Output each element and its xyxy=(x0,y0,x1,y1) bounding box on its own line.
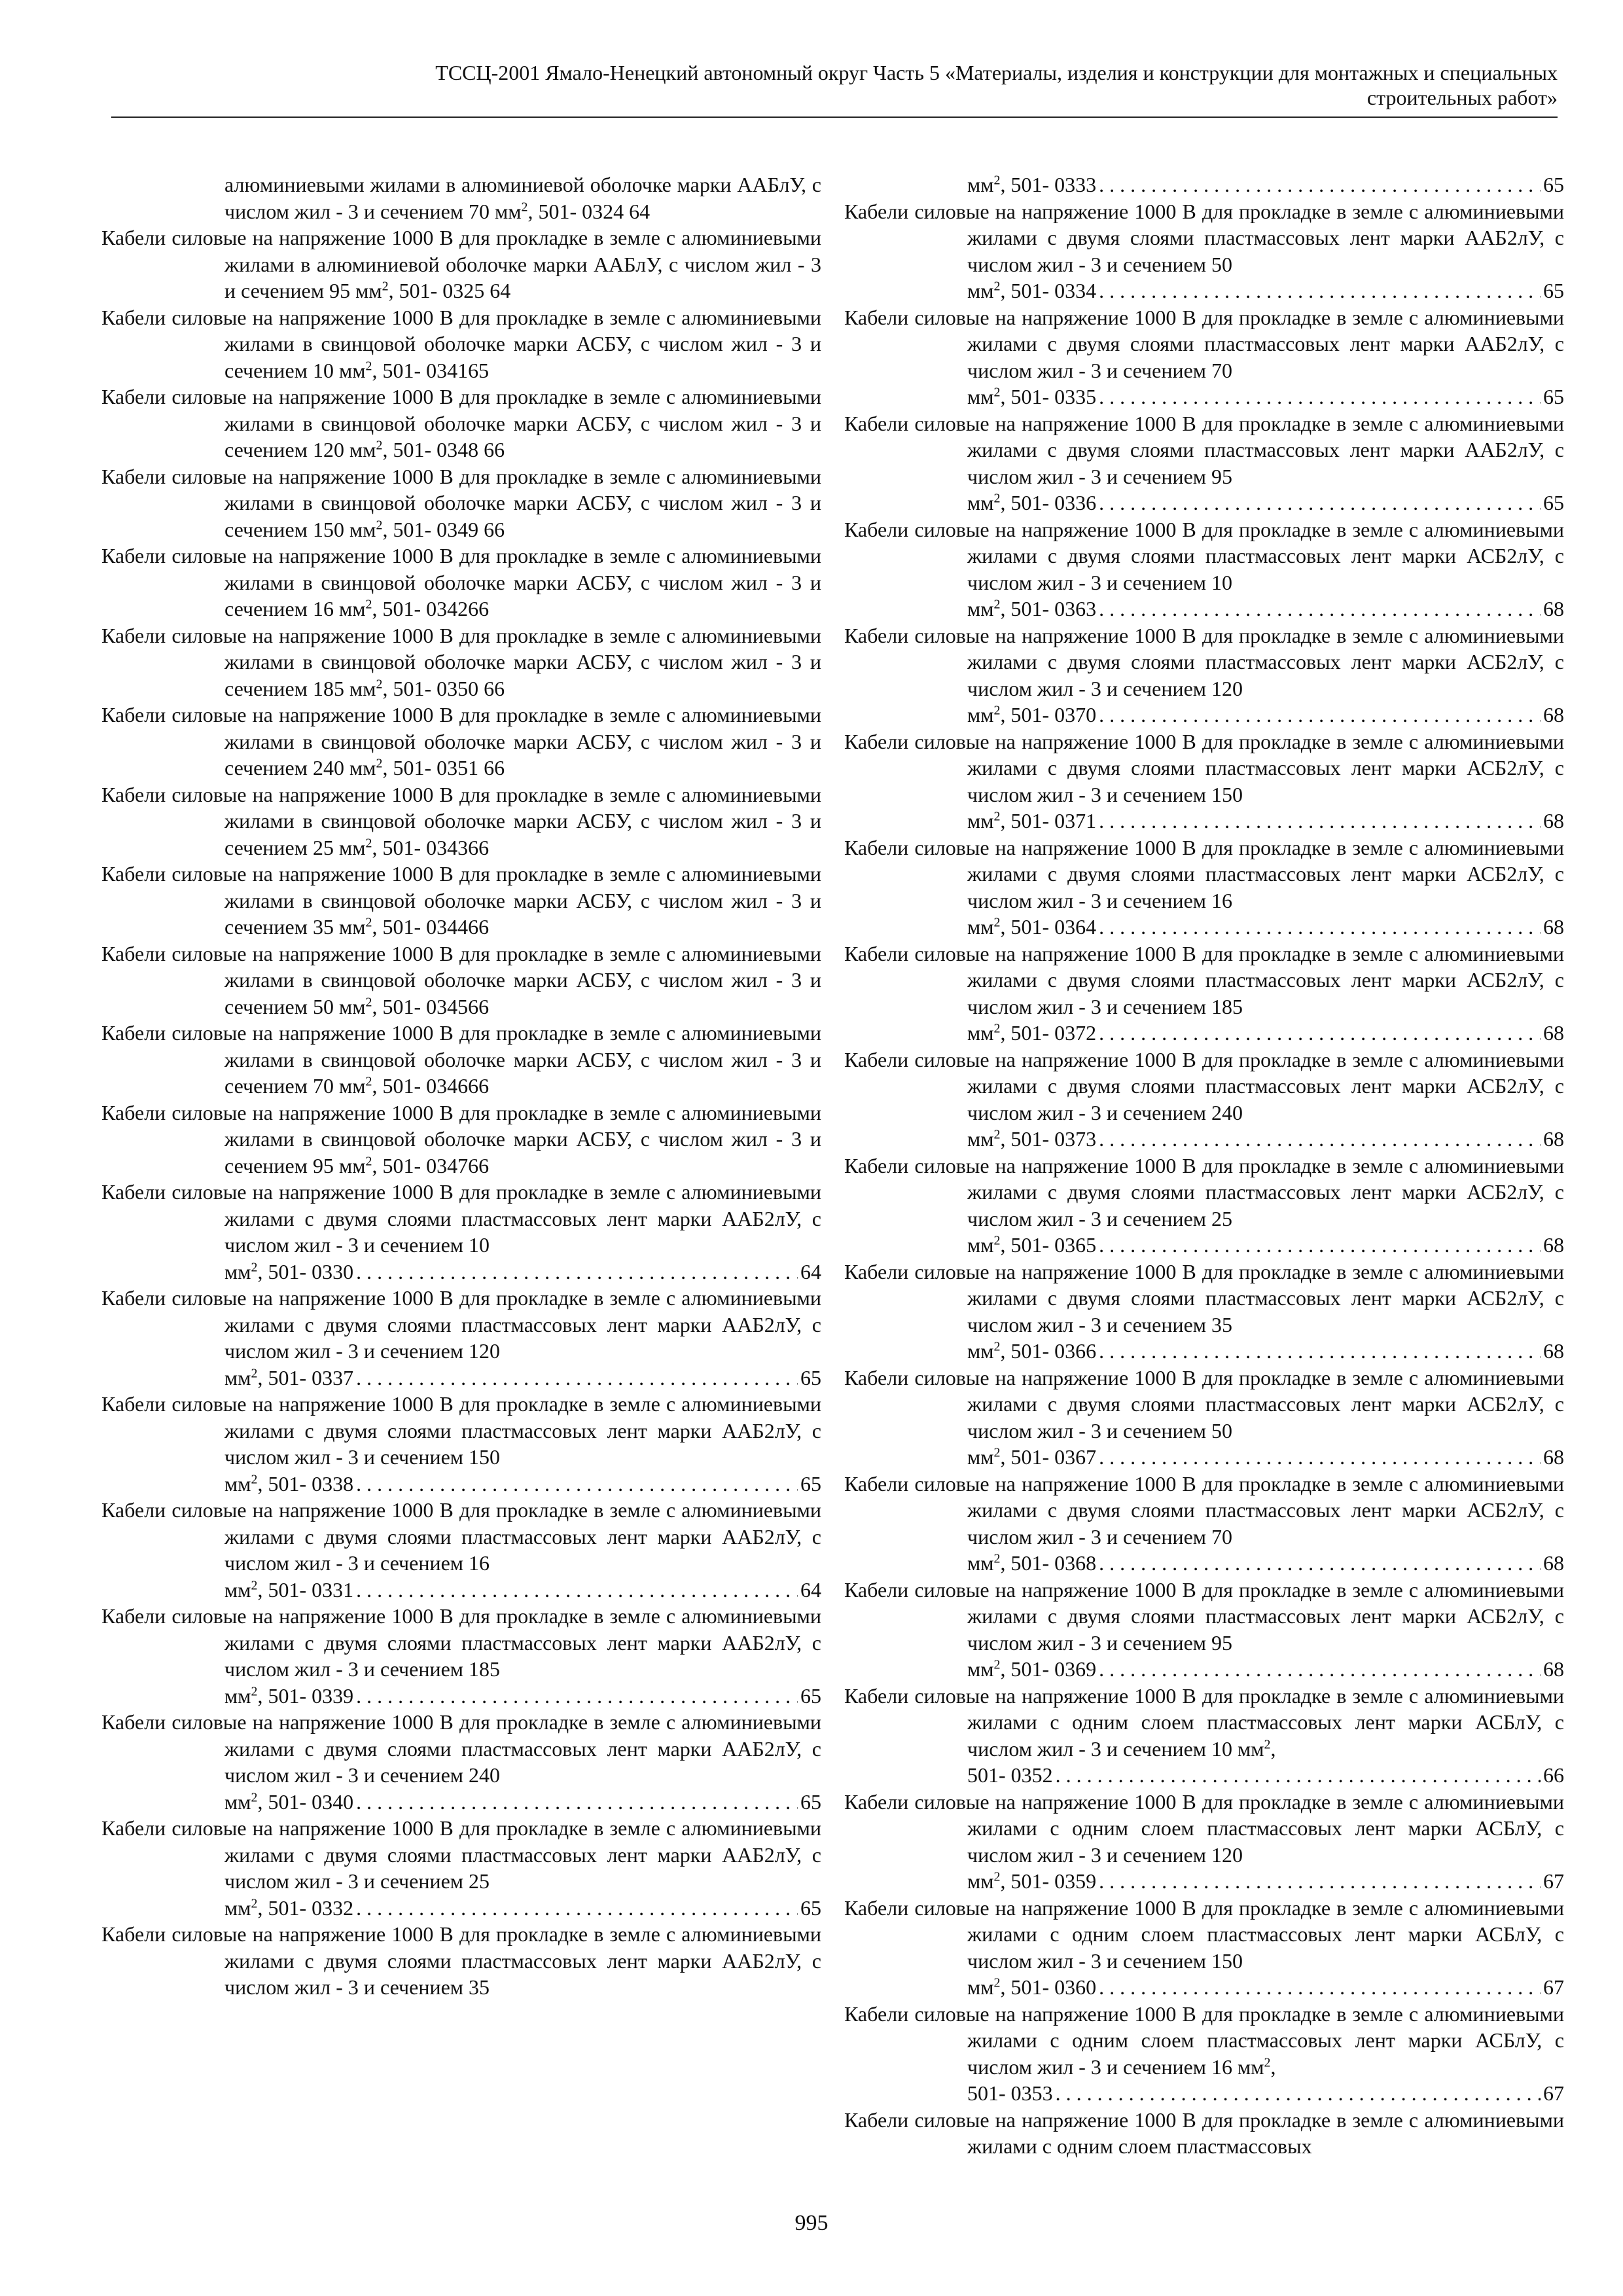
index-entry-text: Кабели силовые на напряжение 1000 В для прокладке в земле с алюминиевыми жилами с одним слоем пластмассовых лент марки АСБлУ, с числом жил - 3 и сечением 16 $мм^2$, xyxy=(844,2001,1564,2079)
index-entry-text: Кабели силовые на напряжение 1000 В для прокладке в земле с алюминиевыми жилами с двумя слоями пластмассовых лент марки АСБ2лУ, с числом жил - 3 и сечением 120 xyxy=(844,623,1564,700)
index-entry-text: Кабели силовые на напряжение 1000 В для прокладке в земле с алюминиевыми жилами с двумя слоями пластмассовых лент марки ААБ2лУ, с числом жил - 3 и сечением 25 xyxy=(101,1816,821,1893)
running-header xyxy=(111,60,1558,110)
page-reference: 65 xyxy=(800,1895,821,1920)
dot-leader xyxy=(1099,490,1541,516)
index-entry-text: Кабели силовые на напряжение 1000 В для прокладке в земле с алюминиевыми жилами с двумя слоями пластмассовых лент марки АСБ2лУ, с числом жил - 3 и сечением 50 xyxy=(844,1365,1564,1443)
index-entry-reference xyxy=(224,1365,821,1391)
index-entry xyxy=(844,728,1564,834)
dot-leader xyxy=(1099,1868,1541,1895)
resource-code: $мм^2$, 501- 0371 xyxy=(967,809,1097,833)
index-entry xyxy=(101,702,821,781)
page-reference: 68 xyxy=(1543,597,1564,620)
index-entry xyxy=(101,1921,821,2001)
index-entry-reference xyxy=(967,1550,1564,1577)
dot-leader xyxy=(1099,278,1541,304)
resource-code: $мм^2$, 501- 0372 xyxy=(967,1021,1097,1045)
index-entry-text: Кабели силовые на напряжение 1000 В для прокладке в земле с алюминиевыми жилами с двумя слоями пластмассовых лент марки ААБ2лУ, с числом жил - 3 и сечением 16 xyxy=(101,1498,821,1575)
index-entry-text: Кабели силовые на напряжение 1000 В для прокладке в земле с алюминиевыми жилами с двумя слоями пластмассовых лент марки АСБ2лУ, с числом жил - 3 и сечением 240 xyxy=(844,1047,1564,1124)
index-entry xyxy=(101,224,821,304)
index-entry xyxy=(101,941,821,1020)
index-entry-text: Кабели силовые на напряжение 1000 В для прокладке в земле с алюминиевыми жилами с двумя слоями пластмассовых лент марки ААБ2лУ, с числом жил - 3 и сечением 10 xyxy=(101,1180,821,1257)
resource-code: $мм^2$, 501- 0337 xyxy=(224,1365,354,1390)
page-reference: 68 xyxy=(1543,1551,1564,1575)
index-column-right xyxy=(844,171,1564,2160)
index-entry xyxy=(844,304,1564,410)
index-entry-text: Кабели силовые на напряжение 1000 В для прокладке в земле с алюминиевыми жилами с двумя слоями пластмассовых лент марки АСБ2лУ, с числом жил - 3 и сечением 25 xyxy=(844,1153,1564,1230)
index-entry xyxy=(844,2001,1564,2107)
index-entry-text: Кабели силовые на напряжение 1000 В для прокладке в земле с алюминиевыми жилами в свинцовой оболочке марки АСБУ, с числом жил - 3 и сечением 150 $мм^2$, 501- 0349 66 xyxy=(101,464,821,541)
index-entry-reference xyxy=(967,1232,1564,1259)
index-entry-text: Кабели силовые на напряжение 1000 В для прокладке в земле с алюминиевыми жилами с одним слоем пластмассовых xyxy=(844,2108,1564,2158)
index-entry-reference xyxy=(967,490,1564,516)
page-reference: 67 xyxy=(1543,2081,1564,2105)
index-entry-text: Кабели силовые на напряжение 1000 В для прокладке в земле с алюминиевыми жилами с двумя слоями пластмассовых лент марки АСБ2лУ, с числом жил - 3 и сечением 95 xyxy=(844,1577,1564,1655)
index-entry-text: Кабели силовые на напряжение 1000 В для прокладке в земле с алюминиевыми жилами в свинцовой оболочке марки АСБУ, с числом жил - 3 и сечением 25 $мм^2$, 501- 034366 xyxy=(101,782,821,859)
index-entry xyxy=(844,1471,1564,1577)
index-entry-reference xyxy=(224,1577,821,1604)
index-entry-text: Кабели силовые на напряжение 1000 В для прокладке в земле с алюминиевыми жилами в свинцовой оболочке марки АСБУ, с числом жил - 3 и сечением 70 $мм^2$, 501- 034666 xyxy=(101,1021,821,1098)
page-reference: 65 xyxy=(1543,279,1564,302)
index-entry-text: Кабели силовые на напряжение 1000 В для прокладке в земле с алюминиевыми жилами с двумя слоями пластмассовых лент марки АСБ2лУ, с числом жил - 3 и сечением 185 xyxy=(844,941,1564,1018)
page-reference: 65 xyxy=(800,1365,821,1390)
index-entry xyxy=(101,1603,821,1709)
index-entry-text: Кабели силовые на напряжение 1000 В для прокладке в земле с алюминиевыми жилами с двумя слоями пластмассовых лент марки ААБ2лУ, с числом жил - 3 и сечением 120 xyxy=(101,1286,821,1363)
index-entry-reference xyxy=(967,1444,1564,1471)
page-reference: 68 xyxy=(1543,809,1564,833)
index-entry-text: Кабели силовые на напряжение 1000 В для прокладке в земле с алюминиевыми жилами в свинцовой оболочке марки АСБУ, с числом жил - 3 и сечением 95 $мм^2$, 501- 034766 xyxy=(101,1100,821,1177)
index-entry-text: Кабели силовые на напряжение 1000 В для прокладке в земле с алюминиевыми жилами в свинцовой оболочке марки АСБУ, с числом жил - 3 и сечением 185 $мм^2$, 501- 0350 66 xyxy=(101,623,821,700)
index-entry xyxy=(101,1020,821,1100)
page-reference: 68 xyxy=(1543,915,1564,939)
index-entry-text: Кабели силовые на напряжение 1000 В для прокладке в земле с алюминиевыми жилами с двумя слоями пластмассовых лент марки АСБ2лУ, с числом жил - 3 и сечением 35 xyxy=(844,1259,1564,1336)
dot-leader xyxy=(356,1895,798,1922)
index-entry-text: Кабели силовые на напряжение 1000 В для прокладке в земле с алюминиевыми жилами с двумя слоями пластмассовых лент марки ААБ2лУ, с числом жил - 3 и сечением 70 xyxy=(844,305,1564,382)
resource-code: 501- 0352 xyxy=(967,1763,1053,1787)
resource-code: $мм^2$, 501- 0340 xyxy=(224,1789,354,1814)
resource-code: $мм^2$, 501- 0368 xyxy=(967,1551,1097,1575)
dot-leader xyxy=(1099,171,1541,198)
index-entry xyxy=(844,1259,1564,1365)
index-entry-reference xyxy=(967,1338,1564,1365)
index-entry xyxy=(101,463,821,543)
index-entry-text: Кабели силовые на напряжение 1000 В для прокладке в земле с алюминиевыми жилами в алюминиевой оболочке марки ААБлУ, с числом жил - 3 и сечением 95 $мм^2$, 501- 0325 64 xyxy=(101,226,821,302)
header-rule xyxy=(111,117,1558,118)
index-entry xyxy=(844,198,1564,304)
index-entry xyxy=(101,781,821,861)
index-entry xyxy=(101,1497,821,1603)
resource-code: $мм^2$, 501- 0369 xyxy=(967,1657,1097,1681)
index-entry-reference xyxy=(967,171,1564,198)
dot-leader xyxy=(1099,1232,1541,1259)
index-entry-reference xyxy=(224,1895,821,1922)
index-entry xyxy=(844,1153,1564,1259)
index-entry xyxy=(101,543,821,622)
index-entry-text: Кабели силовые на напряжение 1000 В для прокладке в земле с алюминиевыми жилами в свинцовой оболочке марки АСБУ, с числом жил - 3 и сечением 35 $мм^2$, 501- 034466 xyxy=(101,862,821,939)
index-entry xyxy=(101,171,821,224)
index-entry xyxy=(844,171,1564,198)
resource-code: $мм^2$, 501- 0333 xyxy=(967,173,1097,196)
page-reference: 68 xyxy=(1543,1657,1564,1681)
index-entry-text: Кабели силовые на напряжение 1000 В для прокладке в земле с алюминиевыми жилами в свинцовой оболочке марки АСБУ, с числом жил - 3 и сечением 16 $мм^2$, 501- 034266 xyxy=(101,544,821,620)
header-line-1: ТССЦ-2001 Ямало-Ненецкий автономный округ Часть 5 «Материалы, изделия и конструкции для монтажных и специальных xyxy=(435,61,1558,84)
index-entry xyxy=(101,384,821,463)
resource-code: $мм^2$, 501- 0363 xyxy=(967,597,1097,620)
index-entry xyxy=(844,834,1564,941)
dot-leader xyxy=(1099,596,1541,622)
index-entry-text: Кабели силовые на напряжение 1000 В для прокладке в земле с алюминиевыми жилами с двумя слоями пластмассовых лент марки АСБ2лУ, с числом жил - 3 и сечением 150 xyxy=(844,729,1564,806)
index-entry xyxy=(101,1100,821,1179)
dot-leader xyxy=(1099,1550,1541,1577)
index-entry-text: Кабели силовые на напряжение 1000 В для прокладке в земле с алюминиевыми жилами в свинцовой оболочке марки АСБУ, с числом жил - 3 и сечением 50 $мм^2$, 501- 034566 xyxy=(101,941,821,1018)
dot-leader xyxy=(356,1577,798,1604)
index-entry-reference xyxy=(967,914,1564,941)
page-reference: 64 xyxy=(800,1577,821,1602)
resource-code: $мм^2$, 501- 0332 xyxy=(224,1895,354,1920)
index-entry-reference xyxy=(967,1762,1564,1789)
index-entry-reference xyxy=(967,1020,1564,1047)
page-reference: 68 xyxy=(1543,1233,1564,1257)
index-entry xyxy=(101,1709,821,1815)
resource-code: $мм^2$, 501- 0365 xyxy=(967,1233,1097,1257)
index-entry-text: Кабели силовые на напряжение 1000 В для прокладке в земле с алюминиевыми жилами в свинцовой оболочке марки АСБУ, с числом жил - 3 и сечением 10 $мм^2$, 501- 034165 xyxy=(101,305,821,382)
index-entry-reference xyxy=(967,702,1564,728)
resource-code: $мм^2$, 501- 0366 xyxy=(967,1339,1097,1363)
index-entry-text: Кабели силовые на напряжение 1000 В для прокладке в земле с алюминиевыми жилами с двумя слоями пластмассовых лент марки АСБ2лУ, с числом жил - 3 и сечением 10 xyxy=(844,517,1564,594)
dot-leader xyxy=(356,1789,798,1816)
page-reference: 67 xyxy=(1543,1975,1564,1999)
resource-code: $мм^2$, 501- 0370 xyxy=(967,703,1097,726)
page-reference: 65 xyxy=(800,1471,821,1496)
index-entry xyxy=(101,1391,821,1497)
page-reference: 68 xyxy=(1543,703,1564,726)
index-entry-reference xyxy=(967,2080,1564,2107)
index-entry-text: алюминиевыми жилами в алюминиевой оболочке марки ААБлУ, с числом жил - 3 и сечением 70 $мм^2$, 501- 0324 64 xyxy=(224,173,821,223)
resource-code: $мм^2$, 501- 0339 xyxy=(224,1683,354,1708)
index-entry xyxy=(101,622,821,702)
index-entry xyxy=(101,1179,821,1285)
index-entry xyxy=(101,861,821,941)
dot-leader xyxy=(1099,1974,1541,2001)
dot-leader xyxy=(1099,384,1541,410)
index-entry-reference xyxy=(967,384,1564,410)
index-entry-text: Кабели силовые на напряжение 1000 В для прокладке в земле с алюминиевыми жилами с двумя слоями пластмассовых лент марки ААБ2лУ, с числом жил - 3 и сечением 185 xyxy=(101,1604,821,1681)
resource-code: $мм^2$, 501- 0334 xyxy=(967,279,1097,302)
index-entry-text: Кабели силовые на напряжение 1000 В для прокладке в земле с алюминиевыми жилами с двумя слоями пластмассовых лент марки ААБ2лУ, с числом жил - 3 и сечением 95 xyxy=(844,411,1564,488)
page-reference: 65 xyxy=(1543,385,1564,408)
page-reference: 66 xyxy=(1543,1763,1564,1787)
index-entry xyxy=(101,1815,821,1921)
dot-leader xyxy=(1099,914,1541,941)
index-entry xyxy=(844,622,1564,728)
index-entry-text: Кабели силовые на напряжение 1000 В для прокладке в земле с алюминиевыми жилами с двумя слоями пластмассовых лент марки АСБ2лУ, с числом жил - 3 и сечением 70 xyxy=(844,1471,1564,1549)
index-entry-reference xyxy=(967,1974,1564,2001)
resource-code: $мм^2$, 501- 0331 xyxy=(224,1577,354,1602)
index-entry xyxy=(844,1047,1564,1153)
index-entry-reference xyxy=(967,1868,1564,1895)
index-entry-text: Кабели силовые на напряжение 1000 В для прокладке в земле с алюминиевыми жилами с двумя слоями пластмассовых лент марки ААБ2лУ, с числом жил - 3 и сечением 35 xyxy=(101,1922,821,1999)
page-reference: 64 xyxy=(800,1259,821,1283)
dot-leader xyxy=(1099,1126,1541,1153)
index-entry-reference xyxy=(967,596,1564,622)
resource-code: $мм^2$, 501- 0330 xyxy=(224,1259,354,1283)
dot-leader xyxy=(1099,1656,1541,1683)
index-entry-text: Кабели силовые на напряжение 1000 В для прокладке в земле с алюминиевыми жилами в свинцовой оболочке марки АСБУ, с числом жил - 3 и сечением 240 $мм^2$, 501- 0351 66 xyxy=(101,703,821,780)
dot-leader xyxy=(1099,808,1541,834)
page-reference: 68 xyxy=(1543,1445,1564,1469)
dot-leader xyxy=(1099,1020,1541,1047)
dot-leader xyxy=(356,1365,798,1391)
index-entry xyxy=(844,1365,1564,1471)
index-entry-reference xyxy=(224,1259,821,1285)
index-entry xyxy=(844,941,1564,1047)
dot-leader xyxy=(1099,1338,1541,1365)
resource-code: $мм^2$, 501- 0336 xyxy=(967,491,1097,514)
index-entry xyxy=(101,1285,821,1391)
page-reference: 68 xyxy=(1543,1127,1564,1151)
page-reference: 65 xyxy=(1543,173,1564,196)
page-reference: 67 xyxy=(1543,1869,1564,1893)
index-entry-text: Кабели силовые на напряжение 1000 В для прокладке в земле с алюминиевыми жилами с одним слоем пластмассовых лент марки АСБлУ, с числом жил - 3 и сечением 10 $мм^2$, xyxy=(844,1683,1564,1761)
resource-code: $мм^2$, 501- 0364 xyxy=(967,915,1097,939)
page-reference: 68 xyxy=(1543,1339,1564,1363)
resource-code: $мм^2$, 501- 0360 xyxy=(967,1975,1097,1999)
index-entry-reference xyxy=(967,808,1564,834)
resource-code: $мм^2$, 501- 0373 xyxy=(967,1127,1097,1151)
index-entry xyxy=(844,410,1564,516)
page-reference: 65 xyxy=(800,1789,821,1814)
resource-code: $мм^2$, 501- 0359 xyxy=(967,1869,1097,1893)
dot-leader xyxy=(1099,702,1541,728)
index-entry xyxy=(844,516,1564,622)
index-entry-text: Кабели силовые на напряжение 1000 В для прокладке в земле с алюминиевыми жилами в свинцовой оболочке марки АСБУ, с числом жил - 3 и сечением 120 $мм^2$, 501- 0348 66 xyxy=(101,385,821,461)
index-entry xyxy=(844,1895,1564,2001)
resource-code: $мм^2$, 501- 0367 xyxy=(967,1445,1097,1469)
index-entry xyxy=(844,2107,1564,2160)
index-entry-reference xyxy=(967,278,1564,304)
index-entry-reference xyxy=(224,1789,821,1816)
dot-leader xyxy=(1056,1762,1541,1789)
index-entry xyxy=(844,1577,1564,1683)
page-reference: 68 xyxy=(1543,1021,1564,1045)
index-entry xyxy=(844,1789,1564,1895)
index-entry-reference xyxy=(967,1126,1564,1153)
index-entry-text: Кабели силовые на напряжение 1000 В для прокладке в земле с алюминиевыми жилами с двумя слоями пластмассовых лент марки АСБ2лУ, с числом жил - 3 и сечением 16 xyxy=(844,835,1564,912)
index-entry-reference xyxy=(224,1683,821,1710)
index-entry-text: Кабели силовые на напряжение 1000 В для прокладке в земле с алюминиевыми жилами с одним слоем пластмассовых лент марки АСБлУ, с числом жил - 3 и сечением 150 xyxy=(844,1895,1564,1973)
dot-leader xyxy=(1099,1444,1541,1471)
index-column-left xyxy=(101,171,821,2001)
page-reference: 65 xyxy=(1543,491,1564,514)
page-reference: 65 xyxy=(800,1683,821,1708)
resource-code: $мм^2$, 501- 0335 xyxy=(967,385,1097,408)
index-entry xyxy=(101,304,821,384)
index-entry xyxy=(844,1683,1564,1789)
index-entry-text: Кабели силовые на напряжение 1000 В для прокладке в земле с алюминиевыми жилами с двумя слоями пластмассовых лент марки ААБ2лУ, с числом жил - 3 и сечением 240 xyxy=(101,1710,821,1787)
index-entry-text: Кабели силовые на напряжение 1000 В для прокладке в земле с алюминиевыми жилами с двумя слоями пластмассовых лент марки ААБ2лУ, с числом жил - 3 и сечением 50 xyxy=(844,199,1564,276)
resource-code: $мм^2$, 501- 0338 xyxy=(224,1471,354,1496)
resource-code: 501- 0353 xyxy=(967,2081,1053,2105)
dot-leader xyxy=(356,1683,798,1710)
dot-leader xyxy=(1056,2080,1541,2107)
header-line-2: строительных работ» xyxy=(1366,86,1558,109)
index-entry-text: Кабели силовые на напряжение 1000 В для прокладке в земле с алюминиевыми жилами с двумя слоями пластмассовых лент марки ААБ2лУ, с числом жил - 3 и сечением 150 xyxy=(101,1392,821,1469)
index-entry-text: Кабели силовые на напряжение 1000 В для прокладке в земле с алюминиевыми жилами с одним слоем пластмассовых лент марки АСБлУ, с числом жил - 3 и сечением 120 xyxy=(844,1789,1564,1867)
page-number: 995 xyxy=(794,2211,829,2235)
dot-leader xyxy=(356,1471,798,1498)
index-entry-reference xyxy=(967,1656,1564,1683)
index-entry-reference xyxy=(224,1471,821,1498)
dot-leader xyxy=(356,1259,798,1285)
